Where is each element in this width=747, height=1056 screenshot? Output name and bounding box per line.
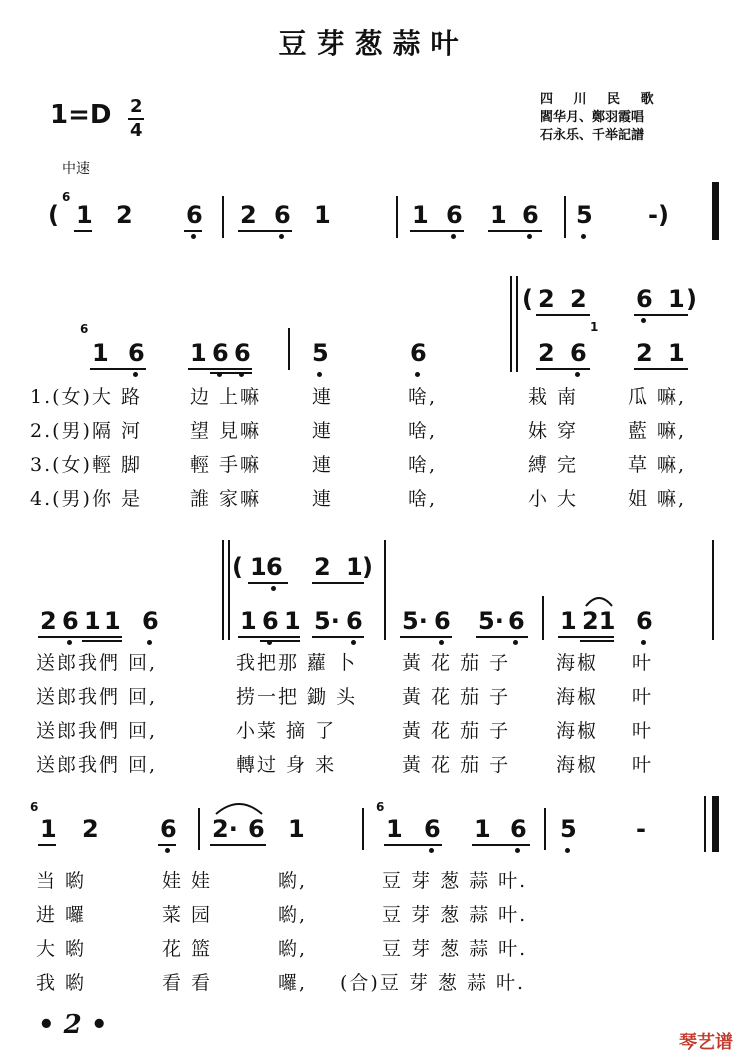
note: 6 <box>212 339 229 367</box>
lyric-v2-e: 妹 穿 <box>528 420 579 442</box>
lyric-v4-c: 囉, <box>278 972 308 994</box>
lyric-v3-c: 黃 花 茄 子 <box>402 720 511 742</box>
barline <box>542 596 544 640</box>
barline <box>222 540 224 640</box>
note: 5 <box>560 815 577 843</box>
lyric-v3-b: 小菜 摘 了 <box>236 720 337 742</box>
lyric-v2-c: 連 <box>312 420 334 442</box>
note: 1 <box>190 339 207 367</box>
lyric-v3-a: 大 喲 <box>36 938 87 960</box>
note: 1 <box>288 815 305 843</box>
lyric-v4-e: 小 大 <box>528 488 579 510</box>
lyric-v1-b: 我把那 蘿 卜 <box>236 652 358 674</box>
credit-singers: 閻华月、鄭羽霞唱 <box>540 110 645 125</box>
lyric-v3-a: 送郎我們 回, <box>36 720 158 742</box>
lyric-v3-a: 3.(女)輕 脚 <box>30 454 142 476</box>
time-sig-denominator: 4 <box>130 120 143 141</box>
note: 1 <box>412 201 429 229</box>
grace-note: 6 <box>80 322 89 336</box>
lyric-v2-b: 望 見嘛 <box>190 420 262 442</box>
note: 6 <box>274 201 291 229</box>
note: 5· <box>478 607 504 635</box>
beam <box>536 314 590 316</box>
beam <box>158 844 176 846</box>
lyric-v4-d: 啥, <box>408 488 438 510</box>
lyric-v4-a: 4.(男)你 是 <box>30 488 142 510</box>
grace-note: 6 <box>62 190 71 204</box>
note: 1 <box>240 607 257 635</box>
grace-note: 1 <box>590 320 599 334</box>
lyric-v2-f: 藍 嘛, <box>628 420 687 442</box>
note: 6 <box>234 339 251 367</box>
paren-close: -) <box>648 201 669 229</box>
lyric-v1-c: 喲, <box>278 870 308 892</box>
note: 1 <box>668 339 685 367</box>
lyric-v2-c: 喲, <box>278 904 308 926</box>
barline <box>396 196 398 238</box>
lyric-v4-d: (合)豆 芽 葱 蒜 叶. <box>340 972 526 994</box>
barline <box>384 540 386 640</box>
barline <box>222 196 224 238</box>
barline <box>544 808 546 850</box>
note: 5· <box>314 607 340 635</box>
note: 6 <box>186 201 203 229</box>
lyric-v3-b: 花 篮 <box>162 938 213 960</box>
note: 6 <box>424 815 441 843</box>
lyric-v2-d: 啥, <box>408 420 438 442</box>
beam <box>312 636 364 638</box>
note: 6 <box>62 607 79 635</box>
note: 2 <box>538 339 555 367</box>
lyric-v2-a: 2.(男)隔 河 <box>30 420 142 442</box>
note: 5 <box>312 339 329 367</box>
note: 6 <box>446 201 463 229</box>
tempo-marking: 中速 <box>62 161 90 177</box>
time-sig-numerator: 2 <box>130 96 143 117</box>
note: 6 <box>636 285 653 313</box>
note: 2 <box>570 285 587 313</box>
lyric-v4-a: 我 喲 <box>36 972 87 994</box>
lyric-v4-b: 誰 家嘛 <box>190 488 262 510</box>
paren-open: ( <box>48 201 59 229</box>
note: 1 <box>284 607 301 635</box>
low-octave-dot <box>641 640 646 645</box>
lyric-v1-d: 啥, <box>408 386 438 408</box>
note: 6 <box>636 607 653 635</box>
lyric-v4-d: 海椒 <box>556 754 599 776</box>
note: 2 <box>82 815 99 843</box>
note: 5 <box>576 201 593 229</box>
barline <box>362 808 364 850</box>
note: 2· <box>212 815 238 843</box>
beam <box>312 582 364 584</box>
key-signature: 1=D <box>50 100 112 130</box>
low-octave-dot <box>565 848 570 853</box>
beam <box>410 230 464 232</box>
note: 6 <box>346 607 363 635</box>
lyric-v1-c: 連 <box>312 386 334 408</box>
lyric-v3-d: 啥, <box>408 454 438 476</box>
lyric-v4-f: 姐 嘛, <box>628 488 687 510</box>
grace-note: 6 <box>376 800 385 814</box>
note: 6 <box>410 339 427 367</box>
lyric-v1-a: 送郎我們 回, <box>36 652 158 674</box>
lyric-v3-f: 草 嘛, <box>628 454 687 476</box>
note: 2 <box>240 201 257 229</box>
slur <box>214 800 264 816</box>
watermark-logo: 琴艺谱 <box>679 1032 733 1053</box>
note: 1 <box>490 201 507 229</box>
dash: - <box>636 815 646 843</box>
lyric-v4-c: 連 <box>312 488 334 510</box>
lyric-v1-a: 当 喲 <box>36 870 87 892</box>
barline <box>564 196 566 238</box>
note: 6 <box>522 201 539 229</box>
note: 1 <box>474 815 491 843</box>
low-octave-dot <box>641 318 646 323</box>
section-barline <box>712 182 719 240</box>
beam <box>74 230 92 232</box>
beam <box>634 368 688 370</box>
page-number: • 2 • <box>38 1010 108 1040</box>
song-title: 豆芽葱蒜叶 <box>278 27 469 60</box>
credit-origin: 四 川 民 歌 <box>540 92 662 107</box>
note: 1 <box>346 553 363 581</box>
beam <box>210 844 266 846</box>
note: 6 <box>128 339 145 367</box>
note: 6 <box>434 607 451 635</box>
beam <box>38 844 56 846</box>
beam <box>476 636 528 638</box>
note: 6 <box>570 339 587 367</box>
beam <box>488 230 542 232</box>
lyric-v3-d: 海椒 <box>556 720 599 742</box>
lyric-v2-b: 菜 园 <box>162 904 213 926</box>
beam <box>384 844 442 846</box>
beam <box>248 582 288 584</box>
lyric-v3-e: 叶 <box>632 720 654 742</box>
note: 1 <box>314 201 331 229</box>
low-octave-dot <box>415 372 420 377</box>
lyric-v1-f: 瓜 嘛, <box>628 386 687 408</box>
paren-open: ( <box>232 553 243 581</box>
barline <box>198 808 200 850</box>
lyric-v2-c: 黃 花 茄 子 <box>402 686 511 708</box>
beam <box>472 844 530 846</box>
note: 1 <box>92 339 109 367</box>
note: 2 <box>40 607 57 635</box>
lyric-v1-e: 叶 <box>632 652 654 674</box>
lyric-v4-b: 看 看 <box>162 972 213 994</box>
lyric-v1-b: 边 上嘛 <box>190 386 262 408</box>
note: 2 <box>538 285 555 313</box>
note: 1 <box>84 607 101 635</box>
beam <box>634 314 688 316</box>
slur <box>584 594 614 608</box>
paren-close: ) <box>362 553 373 581</box>
note: 6 <box>510 815 527 843</box>
low-octave-dot <box>513 640 518 645</box>
note: 1 <box>40 815 57 843</box>
note: 6 <box>248 815 265 843</box>
note: 6 <box>160 815 177 843</box>
lyric-v1-d: 海椒 <box>556 652 599 674</box>
note: 21 <box>582 607 616 635</box>
note: 5· <box>402 607 428 635</box>
beam <box>238 230 292 232</box>
paren-close: ) <box>686 285 697 313</box>
beam <box>82 640 122 642</box>
beam <box>210 372 252 374</box>
low-octave-dot <box>133 372 138 377</box>
final-barline-thin <box>704 796 706 852</box>
note: 1 <box>560 607 577 635</box>
note: 6 <box>266 553 283 581</box>
barline <box>288 328 290 370</box>
lyric-v4-b: 轉过 身 来 <box>236 754 337 776</box>
beam <box>260 640 300 642</box>
lyric-v3-e: 縛 完 <box>528 454 579 476</box>
low-octave-dot <box>439 640 444 645</box>
low-octave-dot <box>317 372 322 377</box>
beam <box>536 368 590 370</box>
beam <box>38 636 122 638</box>
final-barline-thick <box>712 796 719 852</box>
lyric-v1-d: 豆 芽 葱 蒜 叶. <box>382 870 528 892</box>
note: 1 <box>104 607 121 635</box>
lyric-v2-d: 豆 芽 葱 蒜 叶. <box>382 904 528 926</box>
note: 6 <box>262 607 279 635</box>
lyric-v1-e: 栽 南 <box>528 386 579 408</box>
note: 1 <box>386 815 403 843</box>
low-octave-dot <box>191 234 196 239</box>
lyric-v3-c: 連 <box>312 454 334 476</box>
low-octave-dot <box>67 640 72 645</box>
beam <box>184 230 202 232</box>
low-octave-dot <box>271 586 276 591</box>
paren-open: ( <box>522 285 533 313</box>
barline <box>712 540 714 640</box>
lyric-v2-b: 捞一把 鋤 头 <box>236 686 358 708</box>
low-octave-dot <box>429 848 434 853</box>
note: 2 <box>116 201 133 229</box>
lyric-v4-c: 黃 花 茄 子 <box>402 754 511 776</box>
note: 1 <box>76 201 93 229</box>
low-octave-dot <box>575 372 580 377</box>
beam <box>400 636 452 638</box>
note: 1 <box>250 553 267 581</box>
beam <box>90 368 146 370</box>
credit-transcriber: 石永乐、千举記譜 <box>540 128 645 143</box>
lyric-v2-d: 海椒 <box>556 686 599 708</box>
low-octave-dot <box>147 640 152 645</box>
note: 2 <box>314 553 331 581</box>
low-octave-dot <box>515 848 520 853</box>
lyric-v4-a: 送郎我們 回, <box>36 754 158 776</box>
low-octave-dot <box>351 640 356 645</box>
grace-note: 6 <box>30 800 39 814</box>
lyric-v2-e: 叶 <box>632 686 654 708</box>
low-octave-dot <box>279 234 284 239</box>
lyric-v1-a: 1.(女)大 路 <box>30 386 142 408</box>
lyric-v2-a: 进 囉 <box>36 904 87 926</box>
low-octave-dot <box>451 234 456 239</box>
note: 6 <box>142 607 159 635</box>
beam <box>188 368 252 370</box>
barline <box>516 276 518 372</box>
lyric-v3-d: 豆 芽 葱 蒜 叶. <box>382 938 528 960</box>
note: 6 <box>508 607 525 635</box>
lyric-v2-a: 送郎我們 回, <box>36 686 158 708</box>
low-octave-dot <box>581 234 586 239</box>
beam <box>238 636 300 638</box>
lyric-v4-e: 叶 <box>632 754 654 776</box>
lyric-v3-c: 喲, <box>278 938 308 960</box>
low-octave-dot <box>165 848 170 853</box>
note: 2 <box>636 339 653 367</box>
beam <box>558 636 614 638</box>
lyric-v1-c: 黃 花 茄 子 <box>402 652 511 674</box>
barline <box>510 276 512 372</box>
lyric-v3-b: 輕 手嘛 <box>190 454 262 476</box>
lyric-v1-b: 娃 娃 <box>162 870 213 892</box>
note: 1 <box>668 285 685 313</box>
low-octave-dot <box>527 234 532 239</box>
beam <box>580 640 614 642</box>
barline <box>228 540 230 640</box>
